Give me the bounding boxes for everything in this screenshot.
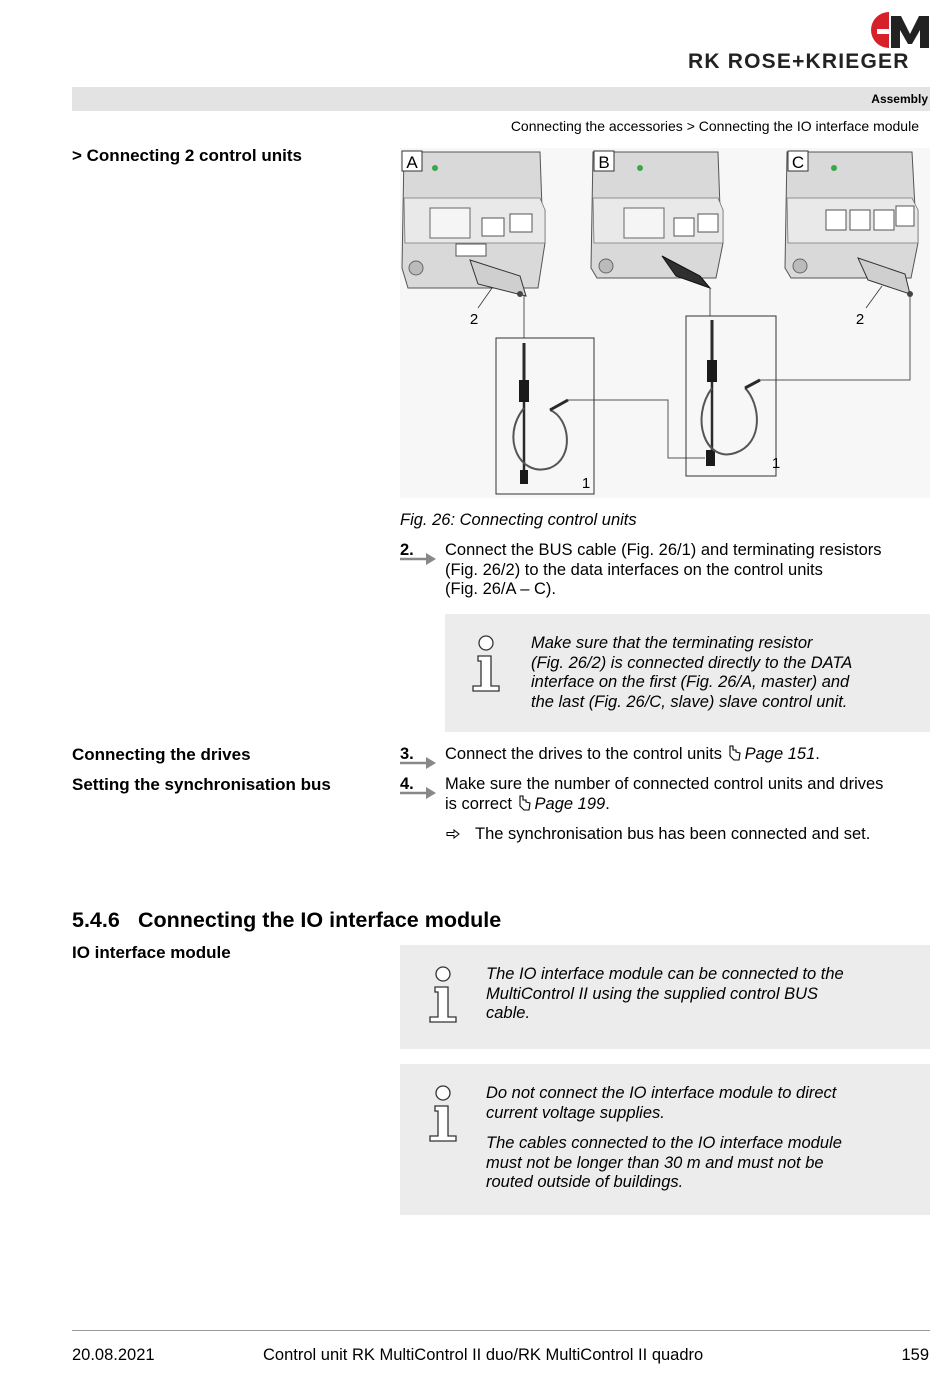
note-2-text: The IO interface module can be connected to the MultiControl II using the supplied control BUS cable. [486, 965, 844, 1022]
control-unit-a [402, 152, 545, 297]
chapter-label: Assembly [871, 92, 928, 106]
result-text: The synchronisation bus has been connected and set. [475, 825, 871, 843]
footer-document-title: Control unit RK MultiControl II duo/RK MultiControl II quadro [263, 1346, 704, 1364]
callout-label-1-left: 1 [581, 475, 591, 492]
info-note-voltage-cables [400, 1064, 930, 1215]
callout-label-2-right: 2 [855, 311, 865, 328]
info-note-terminating-resistor [445, 614, 930, 732]
step-2-number: 2. [400, 541, 414, 559]
heading-connecting-drives: Connecting the drives [72, 745, 251, 764]
info-icon [469, 634, 503, 694]
breadcrumb: Connecting the accessories > Connecting the IO interface module [510, 118, 919, 134]
note-1-text: Make sure that the terminating resistor (Fig. 26/2) is connected directly to the DATA interface on the first (Fig. 26/A, master) and the last (Fig. 26/C, slave) slave control unit. [531, 634, 853, 711]
control-unit-b [591, 152, 723, 288]
heading-connecting-units: > Connecting 2 control units [72, 146, 302, 165]
header-bar [72, 87, 930, 111]
step-2-arrow-icon [400, 550, 438, 566]
callout-label-2-left: 2 [469, 311, 479, 328]
step-4-number: 4. [400, 775, 414, 793]
section-title [72, 908, 501, 933]
control-unit-c [785, 152, 918, 297]
page-151-link[interactable]: Page 151 [744, 745, 816, 763]
footer-date: 20.08.2021 [72, 1346, 155, 1364]
panel-label-a: A [406, 153, 418, 172]
brand-name: RK ROSE+KRIEGER [688, 50, 910, 73]
info-icon [426, 1084, 460, 1144]
step-3-arrow-icon [400, 754, 438, 770]
heading-sync-bus: Setting the synchronisation bus [72, 775, 331, 794]
footer-page-number: 159 [901, 1346, 929, 1364]
info-icon [426, 965, 460, 1025]
panel-label-c: C [791, 153, 805, 172]
step-4-text: Make sure the number of connected control units and drives is correct Page 199. [445, 775, 884, 813]
heading-io-module: IO interface module [72, 943, 231, 962]
step-3-number: 3. [400, 745, 414, 763]
page-199-link[interactable]: Page 199 [534, 794, 606, 813]
note-3-text: Do not connect the IO interface module to direct current voltage supplies. The cables connected to the IO interface module must not be longer than 30 m and must not be routed outside of buildings. [486, 1084, 842, 1191]
step-2-text: Connect the BUS cable (Fig. 26/1) and terminating resistors (Fig. 26/2) to the data interfaces on the control units (Fig. 26/A – C). [445, 541, 882, 598]
panel-label-b: B [598, 153, 610, 172]
page-reference-hand-icon [727, 745, 742, 761]
step-3-text: Connect the drives to the control units Page 151. [445, 745, 820, 763]
section-title-text: Connecting the IO interface module [138, 908, 502, 932]
callout-label-1-right: 1 [771, 455, 781, 472]
footer-divider [72, 1330, 930, 1331]
page-reference-hand-icon [517, 795, 532, 811]
figure-caption: Fig. 26: Connecting control units [400, 511, 637, 529]
connection-diagram [400, 148, 930, 498]
step-4-arrow-icon [400, 784, 438, 800]
info-note-io-module [400, 945, 930, 1049]
section-number: 5.4.6 [72, 908, 120, 932]
result-arrow-icon [446, 829, 460, 839]
